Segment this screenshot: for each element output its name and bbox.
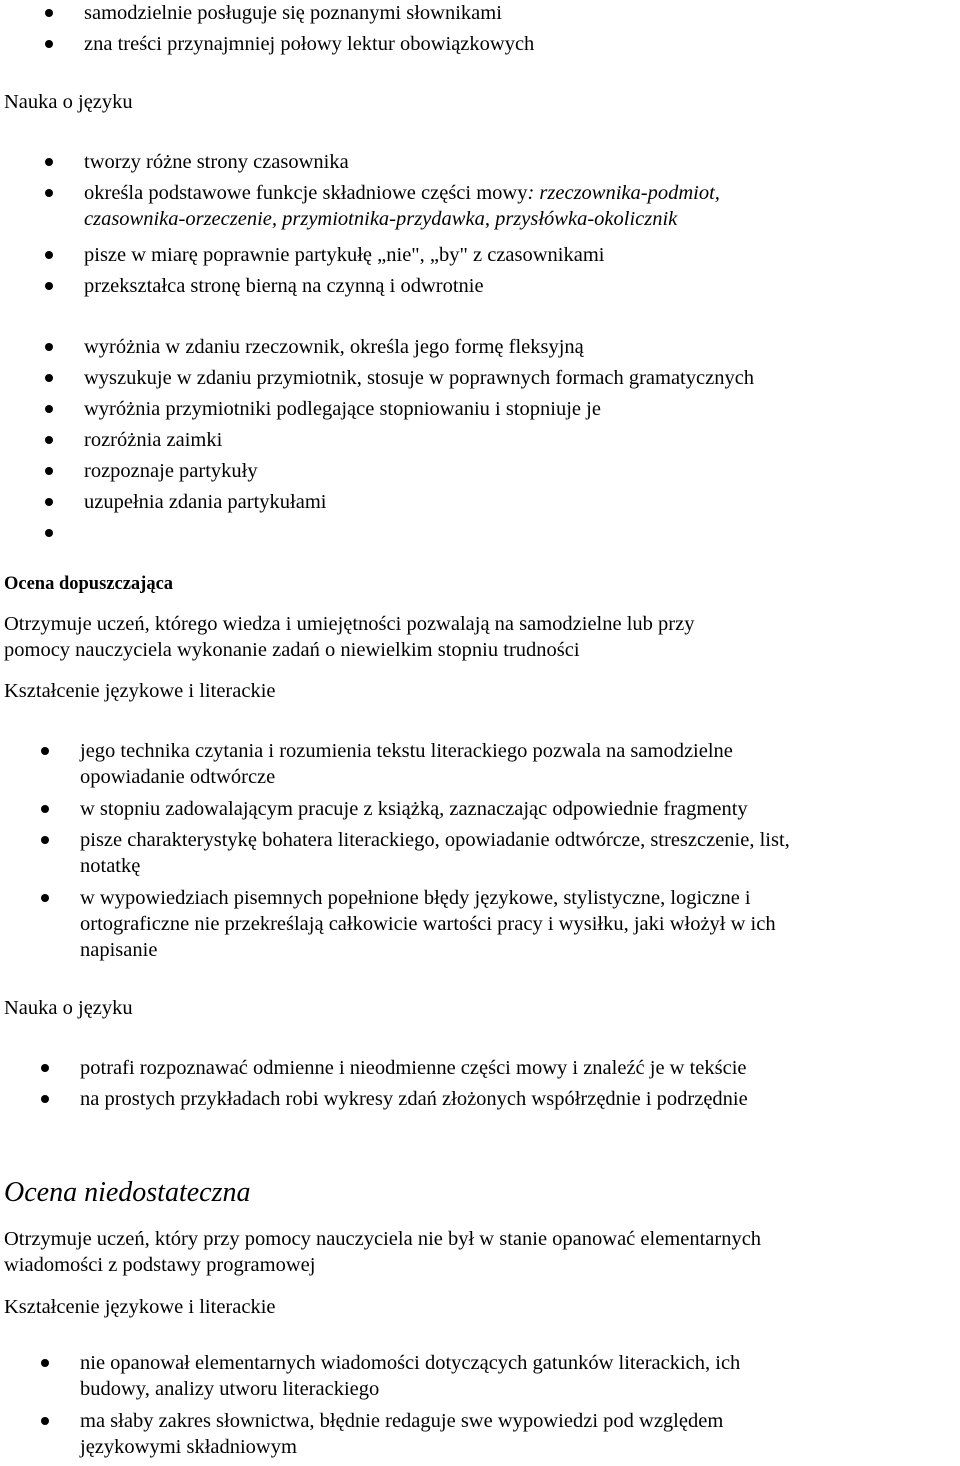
intro-line: Otrzymuje uczeń, który przy pomocy nauczyciela nie był w stanie opanować elementarnych: [4, 1228, 762, 1250]
skills-list-top: [4, 0, 534, 62]
intro-line: pomocy nauczyciela wykonanie zadań o niewielkim stopniu trudności: [4, 639, 580, 661]
list-item: [0, 885, 790, 969]
subheading-nauka: Nauka o języku: [4, 997, 133, 1019]
parts-of-speech-list: [4, 334, 754, 551]
grade-intro: [4, 1226, 944, 1278]
list-item: zna treści przynajmniej połowy lektur obowiązkowych: [4, 31, 534, 62]
subheading-ksztalcenie: Kształcenie językowe i literackie: [4, 680, 276, 702]
list-item: wyróżnia przymiotniki podlegające stopniowaniu i stopniuje je: [4, 396, 754, 427]
grade-title-dopuszczajaca: Ocena dopuszczająca: [4, 574, 174, 594]
list-item: [0, 1350, 740, 1408]
subheading-ksztalcenie: Kształcenie językowe i literackie: [4, 1296, 276, 1318]
list-item: potrafi rozpoznawać odmienne i nieodmienne części mowy i znaleźć je w tekście: [0, 1055, 748, 1086]
deficiency-list: [0, 1350, 740, 1466]
list-item: przekształca stronę bierną na czynną i odwrotnie: [4, 273, 720, 304]
section-heading-nauka: Nauka o języku: [4, 91, 133, 113]
grammar-list: [4, 149, 720, 304]
list-item-text: jego technika czytania i rozumienia tekstu literackiego pozwala na samodzielne: [80, 740, 733, 762]
list-item-text: nie opanował elementarnych wiadomości dotyczących gatunków literackich, ich: [80, 1352, 741, 1374]
grade-intro: [4, 611, 944, 663]
literary-skills-list: [0, 738, 790, 969]
list-item: uzupełnia zdania partykułami: [4, 489, 754, 520]
grammar-list-dop: [0, 1055, 748, 1117]
intro-line: wiadomości z podstawy programowej: [4, 1254, 316, 1276]
list-item-italic-text: czasownika-orzeczenie, przymiotnika-przydawka, przysłówka-okolicznik: [84, 208, 678, 230]
list-item: rozróżnia zaimki: [4, 427, 754, 458]
list-item: tworzy różne strony czasownika: [4, 149, 720, 180]
grade-title-niedostateczna: Ocena niedostateczna: [4, 1177, 251, 1208]
list-item-text: budowy, analizy utworu literackiego: [80, 1378, 380, 1400]
list-item-text: napisanie: [80, 939, 158, 961]
list-item: wyszukuje w zdaniu przymiotnik, stosuje w poprawnych formach gramatycznych: [4, 365, 754, 396]
list-item-text: ma słaby zakres słownictwa, błędnie redaguje swe wypowiedzi pod względem: [80, 1410, 724, 1432]
list-item-text: pisze charakterystykę bohatera literackiego, opowiadanie odtwórcze, streszczenie, list,: [80, 829, 790, 851]
intro-line: Otrzymuje uczeń, którego wiedza i umiejętności pozwalają na samodzielne lub przy: [4, 613, 695, 635]
list-item: wyróżnia w zdaniu rzeczownik, określa jego formę fleksyjną: [4, 334, 754, 365]
list-item-empty: [4, 520, 754, 551]
list-item-italic-text: : rzeczownika-podmiot,: [527, 182, 720, 204]
list-item-text: notatkę: [80, 855, 141, 877]
list-item-text: określa podstawowe funkcje składniowe części mowy: [84, 182, 528, 204]
list-item: na prostych przykładach robi wykresy zdań złożonych współrzędnie i podrzędnie: [0, 1086, 748, 1117]
list-item: samodzielnie posługuje się poznanymi słownikami: [4, 0, 534, 31]
list-item: [0, 738, 790, 796]
list-item-text: w wypowiedziach pisemnych popełnione błędy językowe, stylistyczne, logiczne i: [80, 887, 751, 909]
list-item: [0, 1408, 740, 1466]
list-item-text: ortograficzne nie przekreślają całkowicie wartości pracy i wysiłku, jaki włożył w ich: [80, 913, 776, 935]
list-item: [4, 180, 720, 242]
list-item: w stopniu zadowalającym pracuje z książką, zaznaczając odpowiednie fragmenty: [0, 796, 790, 827]
list-item: [0, 827, 790, 885]
list-item: rozpoznaje partykuły: [4, 458, 754, 489]
list-item: pisze w miarę poprawnie partykułę „nie", „by" z czasownikami: [4, 242, 720, 273]
list-item-text: językowymi składniowym: [80, 1436, 297, 1458]
list-item-text: opowiadanie odtwórcze: [80, 766, 276, 788]
